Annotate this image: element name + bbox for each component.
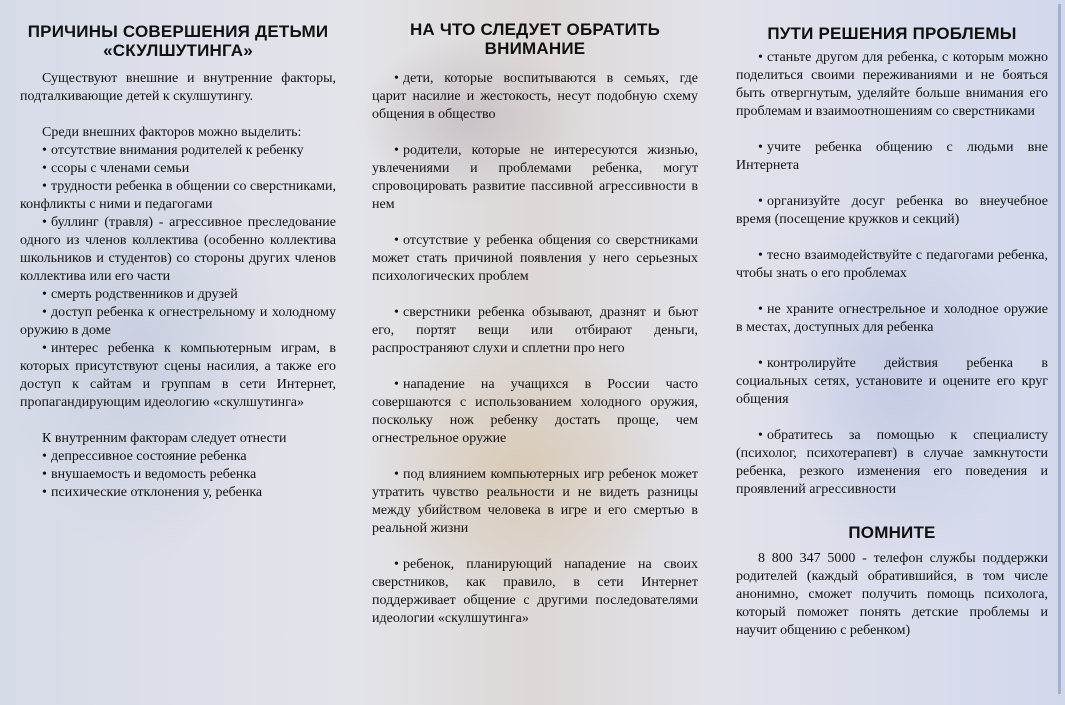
bullet-icon: • [758, 302, 763, 317]
bullet-icon: • [758, 428, 763, 443]
bullet-icon: • [758, 248, 763, 263]
list-item: • смерть родственников и друзей [42, 287, 238, 302]
attention-title: НА ЧТО СЛЕДУЕТ ОБРАТИТЬ ВНИМАНИЕ [409, 20, 661, 58]
bullet-icon: • [758, 50, 763, 65]
bullet-icon: • [394, 233, 399, 248]
internal-factors-list [20, 448, 336, 502]
panel-attention [372, 0, 698, 705]
list-item: • не храните огнестрельное и холодное оружие в местах, доступных для ребенка [736, 302, 1048, 335]
bullet-icon: • [394, 305, 399, 320]
list-item: • контролируйте действия ребенка в социальных сетях, установите и оцените его круг общения [736, 356, 1048, 407]
list-item: • станьте другом для ребенка, с которым можно поделиться своими переживаниями и не бояться быть отвергнутым, уделяйте больше внимания его проблемам и взаимоотношениям со сверстниками [736, 50, 1048, 119]
list-item: • нападение на учащихся в России часто совершаются с использованием холодного оружия, поскольку нож ребенку достать проще, чем огнестрельное оружие [372, 377, 698, 446]
bullet-icon: • [758, 356, 763, 371]
list-item: • обратитесь за помощью к специалисту (психолог, психотерапевт) в случае замкнутости ребенка, резкого изменения его поведения и проявлений агрессивности [736, 428, 1048, 497]
bullet-icon: • [394, 557, 399, 572]
panel-solutions [736, 0, 1048, 705]
list-item: • депрессивное состояние ребенка [42, 449, 247, 464]
bullet-icon: • [42, 161, 47, 176]
external-factors-list [20, 142, 336, 412]
list-item: • отсутствие у ребенка общения со сверстниками может стать причиной появления у него серьезных психологических проблем [372, 233, 698, 284]
list-item: • ребенок, планирующий нападение на своих сверстников, как правило, в сети Интернет поддерживает общение с другими последователями идеологии «скулшутинга» [372, 557, 698, 626]
bullet-icon: • [42, 341, 47, 356]
list-item: • доступ ребенка к огнестрельному и холодному оружию в доме [20, 305, 336, 338]
list-item: • родители, которые не интересуются жизнью, увлечениями и проблемами ребенка, могут спровоцировать развитие пассивной агрессивности в нем [372, 143, 698, 212]
list-item: • сверстники ребенка обзывают, дразнят и бьют его, портят вещи или отбирают деньги, распространяют слухи и сплетни про него [372, 305, 698, 356]
bullet-icon: • [42, 143, 47, 158]
causes-intro: Существуют внешние и внутренние факторы, подталкивающие детей к скулшутингу. [20, 71, 336, 104]
list-item: • тесно взаимодействуйте с педагогами ребенка, чтобы знать о его проблемах [736, 248, 1048, 281]
bullet-icon: • [758, 140, 763, 155]
list-item: • учите ребенка общению с людьми вне Интернета [736, 140, 1048, 173]
bullet-icon: • [42, 215, 47, 230]
list-item: • дети, которые воспитываются в семьях, где царит насилие и жестокость, несут подобную схему общения в общество [372, 71, 698, 122]
list-item: • под влиянием компьютерных игр ребенок может утратить чувство реальности и не видеть разницы между убийством человека в игре и его смертью в реальной жизни [372, 467, 698, 536]
list-item: • буллинг (травля) - агрессивное преследование одного из членов коллектива (особенно коллектива школьников и студентов) со стороны других членов коллектива или его части [20, 215, 336, 284]
list-item: • трудности ребенка в общении со сверстниками, конфликты с ними и педагогами [20, 179, 336, 212]
bullet-icon: • [394, 467, 399, 482]
bullet-icon: • [42, 449, 47, 464]
list-item: • психические отклонения у, ребенка [42, 485, 263, 500]
solutions-title: ПУТИ РЕШЕНИЯ ПРОБЛЕМЫ [767, 24, 1017, 43]
bullet-icon: • [42, 305, 47, 320]
hotline-text: 8 800 347 5000 - телефон службы поддержки родителей (каждый обратившийся, в том числе анонимно, сможет получить помощь психолога, который поможет понять детские проблемы и научит общению с ребенком) [736, 551, 1048, 638]
bullet-icon: • [394, 377, 399, 392]
causes-title: ПРИЧИНЫ СОВЕРШЕНИЯ ДЕТЬМИ «СКУЛШУТИНГА» [27, 22, 329, 60]
list-item: • отсутствие внимания родителей к ребенку [42, 143, 304, 158]
bullet-icon: • [758, 194, 763, 209]
bullet-icon: • [42, 485, 47, 500]
page-edge-bar [1058, 4, 1061, 694]
solutions-list [736, 49, 1048, 499]
bullet-icon: • [394, 71, 399, 86]
bullet-icon: • [394, 143, 399, 158]
list-item: • организуйте досуг ребенка во внеучебное время (посещение кружков и секций) [736, 194, 1048, 227]
bullet-icon: • [42, 467, 47, 482]
external-factors-lead: Среди внешних факторов можно выделить: [42, 125, 302, 140]
list-item: • интерес ребенка к компьютерным играм, в которых присутствуют сцены насилия, а также его доступ к сайтам и группам в сети Интернет, пропагандирующим идеологию «скулшутинга» [20, 341, 336, 410]
remember-title: ПОМНИТЕ [848, 523, 936, 542]
list-item: • внушаемость и ведомость ребенка [42, 467, 257, 482]
list-item: • ссоры с членами семьи [42, 161, 190, 176]
panel-causes [20, 0, 336, 705]
bullet-icon: • [42, 179, 47, 194]
attention-list [372, 70, 698, 628]
bullet-icon: • [42, 287, 47, 302]
internal-factors-lead: К внутренним факторам следует отнести [42, 431, 287, 446]
